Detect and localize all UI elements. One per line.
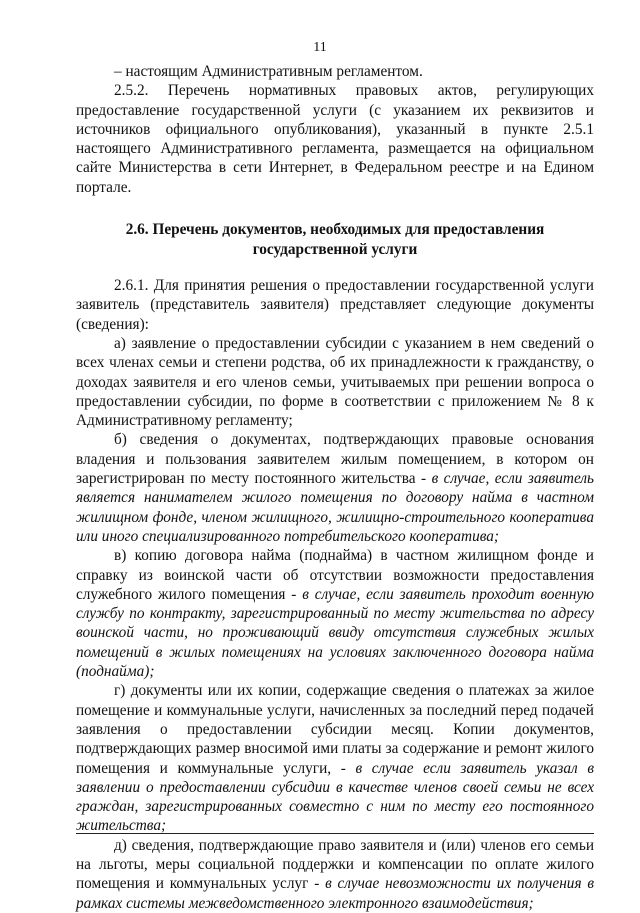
paragraph-2-5-2: 2.5.2. Перечень нормативных правовых актов, регулирующих предоставление государственной услуги (с указанием их реквизитов и источников официального опубликования), указанный в пункте 2.5.1 настоящего Административного регламента, размещается на официальном сайте Министерства в сети Интернет, в Федеральном реестре и на Едином портале. xyxy=(76,82,594,196)
list-item-b-text: б) сведения о документах, подтверждающих правовые основания владения и пользования заявителем жилым помещением, в котором он зарегистрирован по месту постоянного жительства - xyxy=(76,431,594,488)
list-item-b xyxy=(76,430,594,546)
list-item-v-text: в) копию договора найма (поднайма) в частном жилищном фонде и справку из воинской части об отсутствии возможности предоставления служебного жилого помещения - xyxy=(76,547,594,603)
section-heading-2-6 xyxy=(76,220,594,259)
heading-line-2: государственной услуги xyxy=(252,240,418,258)
list-item-g-text: г) документы или их копии, содержащие сведения о платежах за жилое помещение и коммунальные услуги, начисленных за последний перед подачей заявления о предоставлении субсидии месяц. Копии документов, подтверждающих размер вносимой ими платы за содержание и ремонт жилого помещения и коммунальные услуги, - xyxy=(76,682,594,777)
paragraph-regulation-end: – настоящим Административным регламентом. xyxy=(114,63,423,80)
heading-line-1: 2.6. Перечень документов, необходимых для предоставления xyxy=(125,221,545,239)
list-item-g-condition: в случае если заявитель указал в заявлении о предоставлении субсидии в качестве членов своей семьи не всех граждан, зарегистрированных совместно с ним по месту его постоянного жительства; xyxy=(76,759,594,835)
list-item-v-condition: в случае, если заявитель проходит военную службу по контракту, зарегистрированный по месту жительства по адресу воинской части, но проживающий ввиду отсутствия служебных жилых помещений в жилых помещениях на условиях заключенного договора найма (поднайма); xyxy=(76,585,595,681)
list-item-g xyxy=(76,681,594,835)
list-item-a: а) заявление о предоставлении субсидии с указанием в нем сведений о всех членах семьи и степени родства, об их принадлежности к гражданству, о доходах заявителя и его членов семьи, учитываемых при решении вопроса о предоставлении субсидии, по форме в соответствии с приложением № 8 к Административному регламенту; xyxy=(76,334,594,430)
list-item-b-condition: в случае, если заявитель является нанимателем жилого помещения по договору найма в частном жилищном фонде, членом жилищного, жилищно-строительного кооператива или иного специализированного потребительского кооператива; xyxy=(76,470,594,545)
list-item-d-text: д) сведения, подтверждающие право заявителя и (или) членов его семьи на льготы, меры социальной поддержки и компенсации по оплате жилого помещения и коммунальных услуг - xyxy=(76,836,594,893)
list-item-d xyxy=(76,836,594,913)
paragraph-2-6-1: 2.6.1. Для принятия решения о предоставлении государственной услуги заявитель (представитель заявителя) представляет следующие документы (сведения): xyxy=(76,277,594,333)
list-item-v xyxy=(76,546,594,681)
document-body xyxy=(76,62,594,913)
page-number: 11 xyxy=(313,40,327,55)
list-item-d-condition: в случае невозможности их получения в рамках системы межведомственного электронного взаимодействия; xyxy=(76,875,594,912)
footer-divider xyxy=(76,833,594,834)
